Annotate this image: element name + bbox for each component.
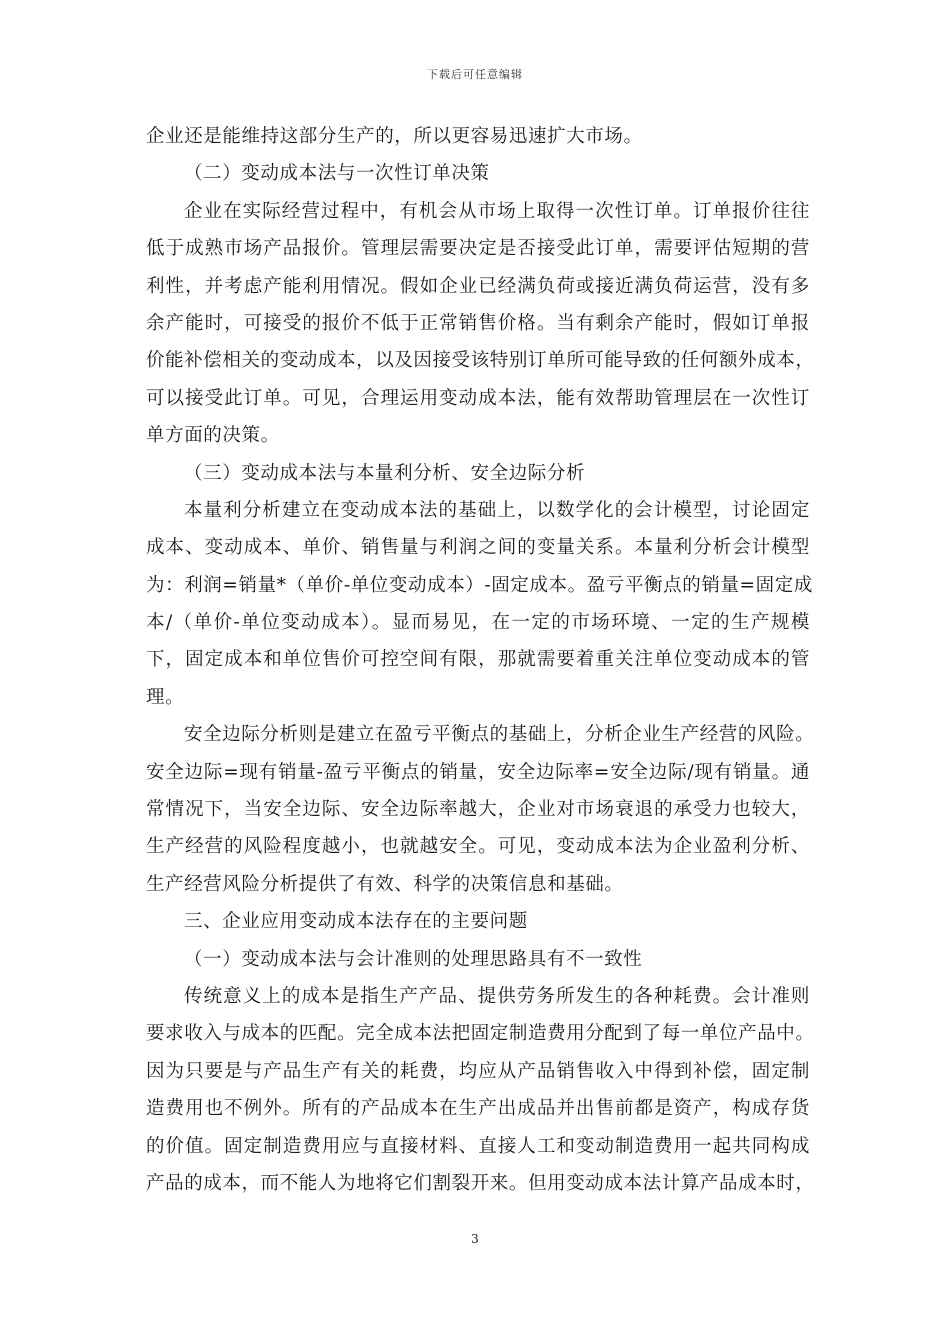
text-line: 安全边际分析则是建立在盈亏平衡点的基础上，分析企业生产经营的风险。 (184, 724, 815, 746)
header-note: 下载后可任意编辑 (427, 68, 523, 81)
body-text (146, 118, 815, 1202)
text-line: 生产经营的风险程度越小，也就越安全。可见，变动成本法为企业盈利分析、 (146, 836, 810, 858)
page-number: 3 (471, 1232, 479, 1246)
text-line: 要求收入与成本的匹配。完全成本法把固定制造费用分配到了每一单位产品中。 (146, 1023, 815, 1045)
text-line: 本/（单价-单位变动成本）。显而易见，在一定的市场环境、一定的生产规模 (146, 612, 810, 634)
text-line: 生产经营风险分析提供了有效、科学的决策信息和基础。 (146, 873, 624, 895)
text-line: 下，固定成本和单位售价可控空间有限，那就需要着重关注单位变动成本的管 (146, 649, 810, 671)
text-line: 成本、变动成本、单价、销售量与利润之间的变量关系。本量利分析会计模型 (146, 537, 810, 559)
text-line: 的价值。固定制造费用应与直接材料、直接人工和变动制造费用一起共同构成 (146, 1135, 810, 1157)
text-line: 利性，并考虑产能利用情况。假如企业已经满负荷或接近满负荷运营，没有多 (146, 275, 810, 297)
text-line: 企业还是能维持这部分生产的，所以更容易迅速扩大市场。 (146, 126, 643, 147)
text-line: 常情况下，当安全边际、安全边际率越大，企业对市场衰退的承受力也较大， (146, 799, 810, 821)
text-line: 为：利润=销量*（单价-单位变动成本）-固定成本。盈亏平衡点的销量=固定成 (146, 574, 813, 596)
text-line: 产品的成本，而不能人为地将它们割裂开来。但用变动成本法计算产品成本时， (146, 1172, 815, 1194)
text-line: 安全边际=现有销量-盈亏平衡点的销量，安全边际率=安全边际/现有销量。通 (146, 761, 810, 783)
section-heading: （三）变动成本法与本量利分析、安全边际分析 (184, 462, 586, 484)
text-line: 企业在实际经营过程中，有机会从市场上取得一次性订单。订单报价往往 (184, 200, 810, 222)
section-heading: （二）变动成本法与一次性订单决策 (184, 163, 490, 185)
text-line: 因为只要是与产品生产有关的耗费，均应从产品销售收入中得到补偿，固定制 (146, 1060, 810, 1082)
text-line: 单方面的决策。 (146, 425, 280, 447)
section-heading: 三、企业应用变动成本法存在的主要问题 (184, 911, 528, 933)
text-line: 低于成熟市场产品报价。管理层需要决定是否接受此订单，需要评估短期的营 (146, 238, 810, 260)
text-line: 理。 (146, 686, 185, 708)
text-line: 可以接受此订单。可见，合理运用变动成本法，能有效帮助管理层在一次性订 (146, 387, 810, 409)
text-line: 余产能时，可接受的报价不低于正常销售价格。当有剩余产能时，假如订单报 (146, 312, 810, 334)
text-line: 造费用也不例外。所有的产品成本在生产出成品并出售前都是资产，构成存货 (146, 1098, 810, 1120)
text-line: 价能补偿相关的变动成本，以及因接受该特别订单所可能导致的任何额外成本， (146, 350, 815, 372)
text-line: 本量利分析建立在变动成本法的基础上，以数学化的会计模型，讨论固定 (184, 499, 810, 521)
text-line: 传统意义上的成本是指生产产品、提供劳务所发生的各种耗费。会计准则 (184, 985, 810, 1007)
section-heading: （一）变动成本法与会计准则的处理思路具有不一致性 (184, 948, 643, 970)
